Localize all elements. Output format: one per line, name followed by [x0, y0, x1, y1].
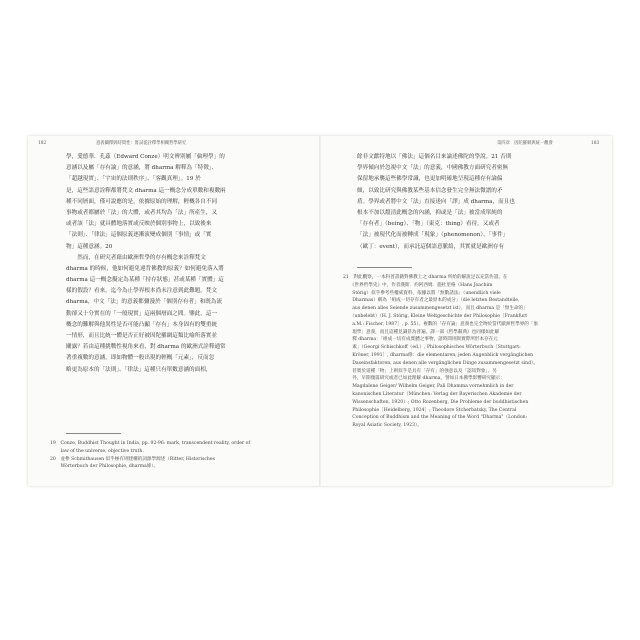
footnote-line: 19 Conze, Buddhist Thought in India, pp. 92-96: mark, transcendent reality, order of — [50, 441, 251, 446]
text-line: 「法」被現代化而被轉成「現象」（phenomenon）、「事件」 — [357, 232, 509, 239]
page-number: 182 — [38, 141, 47, 146]
footnote-line: Wörterbuch der Philosophie, dharma條）。 — [50, 464, 159, 470]
footnote-line: 現學」意義，而且這種見識甚為普遍，譯一部《哲學辭典》也同樣如此解 — [343, 329, 500, 335]
footnote-line: 釋 dharma：「組成一切有成實體之事物，諸時間則與實際所形本存在元 — [343, 337, 498, 343]
footnote-line: 《世界哲學史》中，作者漢斯．約阿西姆．施杜里格（Hans Joachim — [343, 282, 493, 288]
footnote-line: 外，早期幾篇研究或者已如此理解 dharma，譬如日本佛學影響研究顯示： — [343, 376, 505, 382]
text-line: 樣的假設？看來，迄今為止學界根本尚未注意到此難題。梵文 — [66, 288, 218, 295]
footnote-line: Royal Asiatic Society, 1923）。 — [343, 423, 422, 429]
footnote-line: 素」（Georgi Schischkoff（ed.）, Philosophisches Wörterbuch［Stuttgart: — [343, 345, 521, 351]
text-line: dharma 的時候，他如何避免違背佛教的原義？如何避免落入將 — [66, 265, 224, 272]
text-line: 事物或者都屬於「法」的大體，或者其均為「法」所產生，又 — [66, 209, 218, 216]
footnote-line: （unbelebt）（H. J. Störig, Kleine Weltgeschichte der Philosophie［Frankfurt — [343, 313, 528, 319]
footnote-line: 甚實於道種「物」上則似乎是具有「存有」的強意以及「認知對象」。另 — [343, 368, 497, 374]
footnote-line: law of the universe, objective truth. — [50, 448, 144, 454]
footnote-line: kanonischen Literatur（München: Verlag der Bayerischen Akademie der — [343, 391, 522, 397]
footnote-line: Daseinsfaktoren, aus denen alle vergänglichen Dinge zusammengesetzt sind）。 — [343, 360, 538, 366]
text-line: 意涵以及屬「存有論」的意涵，將 dharma 解釋為「特徵」、 — [66, 165, 218, 172]
text-line: 是，這些語意詮釋都將梵文 dharma 這一概念分成單數和複數兩 — [66, 187, 226, 194]
text-line: 餘非文獻特地以「佛法」這個名目來論述佛陀的學說。21 否則 — [357, 154, 512, 160]
footnote-line: a.M.: Fischer, 1987］, p. 55）。複數的「存有論」意義也完全吻於當代歐洲哲學界的「象 — [343, 321, 539, 327]
text-line: 「存有者」（being）、「物」（東克：thing）看待，又或者 — [357, 221, 500, 228]
text-line: 學，愛德華．孔茲（Edward Conze）明文辨別屬「倫理學」的 — [66, 154, 225, 160]
text-line: 然而，在研究者藉由歐洲哲學的存有概念來詮釋梵文 — [66, 254, 206, 261]
footnotes — [50, 440, 290, 471]
text-line: 「超越現實」、「宇宙的法則秩序」、「客觀真理」。19 於 — [66, 176, 201, 183]
footnote-line: Conception of Buddhism and the Meaning of the Word "Dharma"（London: — [343, 415, 528, 421]
footnote-line: Philosophie［Heidelberg, 1924］; Theodore Stcherbatsky, The Central — [343, 407, 517, 413]
footnote-line: 20 並參 Schmithausen 似乎極有則建構的詞源學源述（Ritter, Historisches — [50, 456, 215, 462]
page-number: 183 — [591, 141, 600, 146]
text-line: 物」這種意涵。20 — [66, 243, 113, 250]
text-line: 略更為原本的「法則」、「律法」這種只有單數意涵的面相， — [66, 366, 212, 373]
footnote-rule — [357, 267, 412, 268]
text-line: 或者該「法」就具體地落實或反映於個別事物上，以致後來 — [66, 221, 212, 228]
text-line: 頗，以致比研究與佛教某些基本信念發生完全無法微譜的矛 — [357, 187, 503, 194]
text-line: 學界傾向於忽視中文「法」的意義，中國佛教方面研究者密無 — [357, 165, 509, 172]
footnote-line: Dharmas）稱為「組成一切存有者之最原本的成分」（die letzten Bestandteile, — [343, 298, 520, 304]
footnote-line: Wissenschaften, 1920）; Otto Rozenberg, Die Probleme der buddhistischen — [343, 399, 529, 405]
running-title: 第四章 因陀羅網與統一觀發 — [497, 141, 553, 146]
text-line: dharma，中文「法」的意義都彌漫於「個別存有者」和既為流 — [66, 299, 223, 306]
footnote-line: aus denen alles Seiende zusammengesetzt ist），而且 dharma 是「無生命的」 — [343, 306, 528, 312]
text-line: dharma 這一概念擬定為某種「持存狀態」甚或某種「實體」這 — [66, 277, 224, 284]
right-page — [321, 136, 612, 486]
text-line: 保留地承襲這些佛學常識，也更加明確地呈現這種存有論偏 — [357, 176, 503, 183]
footnote-line: 21 對此觀察，一本科普書籍對佛教上之 dharma 所給的解說足以充當佐證。在 — [343, 275, 508, 280]
text-line: 盾。學界或者將中文「法」直接迻向「譯」成 dharma，而且也 — [357, 198, 515, 205]
footnote-rule — [66, 433, 121, 434]
body-text — [357, 152, 579, 253]
text-line: 概念的難解與他異性是否可能凸顯「存有」本身固有的雙重統 — [66, 321, 218, 328]
footnote-line: Magdalene Geiger/ Wilhelm Geiger, Pali Dhamma vornehmlich in der — [343, 384, 514, 390]
running-title: 意義闡釋與時間性：嘗試從詮釋學相關哲學研究 — [96, 141, 187, 146]
footnote-line: Störig）似乎參考些權威資料，依據以將「無數諸法」（unendlich viele — [343, 290, 501, 296]
left-page — [28, 136, 319, 486]
text-line: 「法則」、「律法」這個原義逐漸演變成個別「事情」或「實 — [66, 232, 212, 239]
text-line: 闡露？若由這種挑戰性視角來看，對 dharma 的歐洲式詮釋通常 — [66, 344, 226, 351]
text-line: 種不同層面，僅可說應的是，依據原始的理解，輕概各自不同 — [66, 198, 218, 205]
text-line: 著重複數的意涵，即如物體一般出現的輕概「元素」，反而忽 — [66, 355, 215, 362]
text-line: （歐丁：event），而承託這個語意脈絡，其實就是歐洲存有 — [357, 243, 505, 250]
text-line: 動卻又十分實在的「一般現實」這兩個層面之間。鑒此，這一 — [66, 310, 218, 317]
text-line: 一情形，而且比統一體是否正好被因陀羅網這類比喻所落實並 — [66, 333, 218, 339]
footnote-line: Kröner, 1991］, dharma條：die elementaren, jeden Augenblick vergänglichen — [343, 352, 534, 358]
text-line: 根本不加以釐清此概念的內涵，抑或是「法」被當成單純的 — [357, 209, 503, 216]
body-text — [66, 152, 281, 376]
book-spread — [28, 136, 612, 486]
footnotes — [343, 274, 583, 430]
